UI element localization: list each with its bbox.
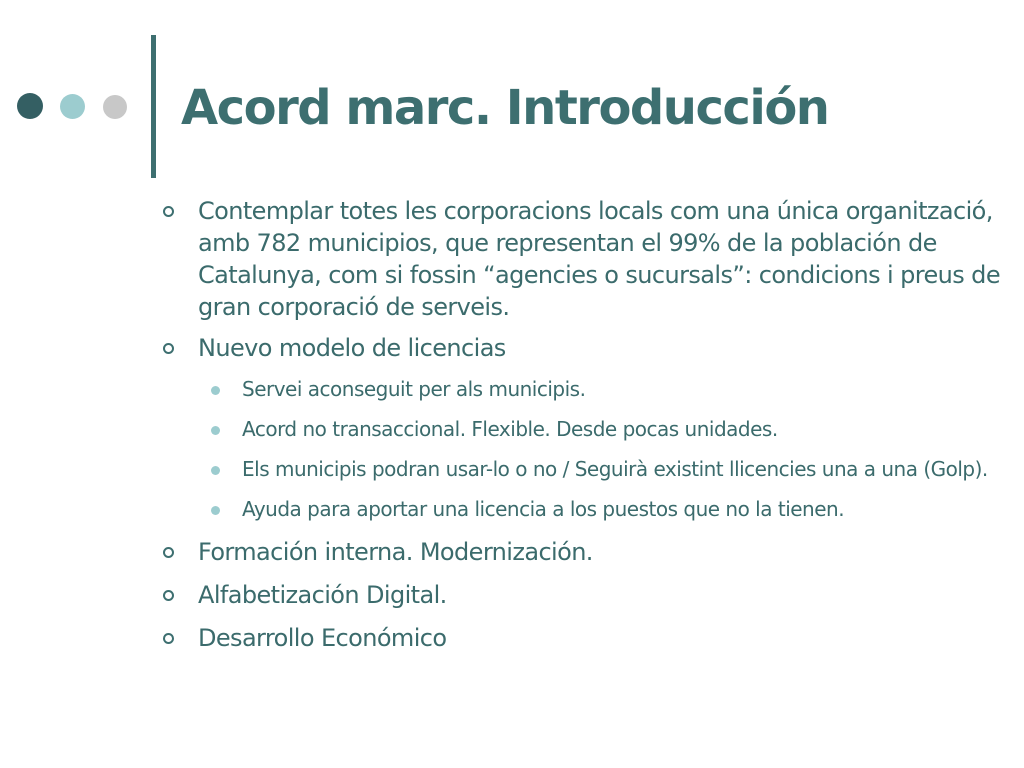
ring-bullet-icon bbox=[163, 547, 174, 558]
bullet-text: Nuevo modelo de licencias bbox=[198, 334, 506, 362]
bullet-item bbox=[160, 579, 1016, 611]
sub-bullet-item bbox=[242, 455, 1016, 484]
sub-bullet-item bbox=[242, 415, 1016, 444]
slide-title: Acord marc. Introducción bbox=[181, 80, 829, 136]
ring-bullet-icon bbox=[163, 633, 174, 644]
sub-bullet-text: Els municipis podran usar-lo o no / Seguirà existint llicencies una a una (Golp). bbox=[242, 457, 988, 481]
bullet-item bbox=[160, 622, 1016, 654]
sub-bullet-text: Acord no transaccional. Flexible. Desde pocas unidades. bbox=[242, 417, 778, 441]
dot-bullet-icon bbox=[211, 426, 220, 435]
bullet-text: Alfabetización Digital. bbox=[198, 581, 447, 609]
dot-bullet-icon bbox=[211, 506, 220, 515]
dot-bullet-icon bbox=[211, 386, 220, 395]
decorative-dot-teal bbox=[60, 94, 85, 119]
sub-bullet-text: Servei aconseguit per als municipis. bbox=[242, 377, 586, 401]
bullet-text: Desarrollo Económico bbox=[198, 624, 447, 652]
title-divider bbox=[151, 35, 156, 178]
bullet-text: Contemplar totes les corporacions locals com una única organització, amb 782 municipios, que representan el 99% de la población de Catalunya, com si fossin “agencies o sucursals”: condicions i preus de gran corporació de serveis. bbox=[198, 197, 1000, 321]
bullet-item bbox=[160, 195, 1016, 323]
sub-bullet-list bbox=[160, 375, 1016, 524]
decorative-dot-gray bbox=[103, 95, 127, 119]
bullet-item bbox=[160, 332, 1016, 364]
bullet-text: Formación interna. Modernización. bbox=[198, 538, 593, 566]
sub-bullet-item bbox=[242, 495, 1016, 524]
ring-bullet-icon bbox=[163, 343, 174, 354]
bullet-item bbox=[160, 536, 1016, 568]
ring-bullet-icon bbox=[163, 590, 174, 601]
slide-body bbox=[160, 195, 1016, 665]
sub-bullet-item bbox=[242, 375, 1016, 404]
sub-bullet-text: Ayuda para aportar una licencia a los puestos que no la tienen. bbox=[242, 497, 845, 521]
dot-bullet-icon bbox=[211, 466, 220, 475]
ring-bullet-icon bbox=[163, 206, 174, 217]
decorative-dot-dark bbox=[17, 93, 43, 119]
